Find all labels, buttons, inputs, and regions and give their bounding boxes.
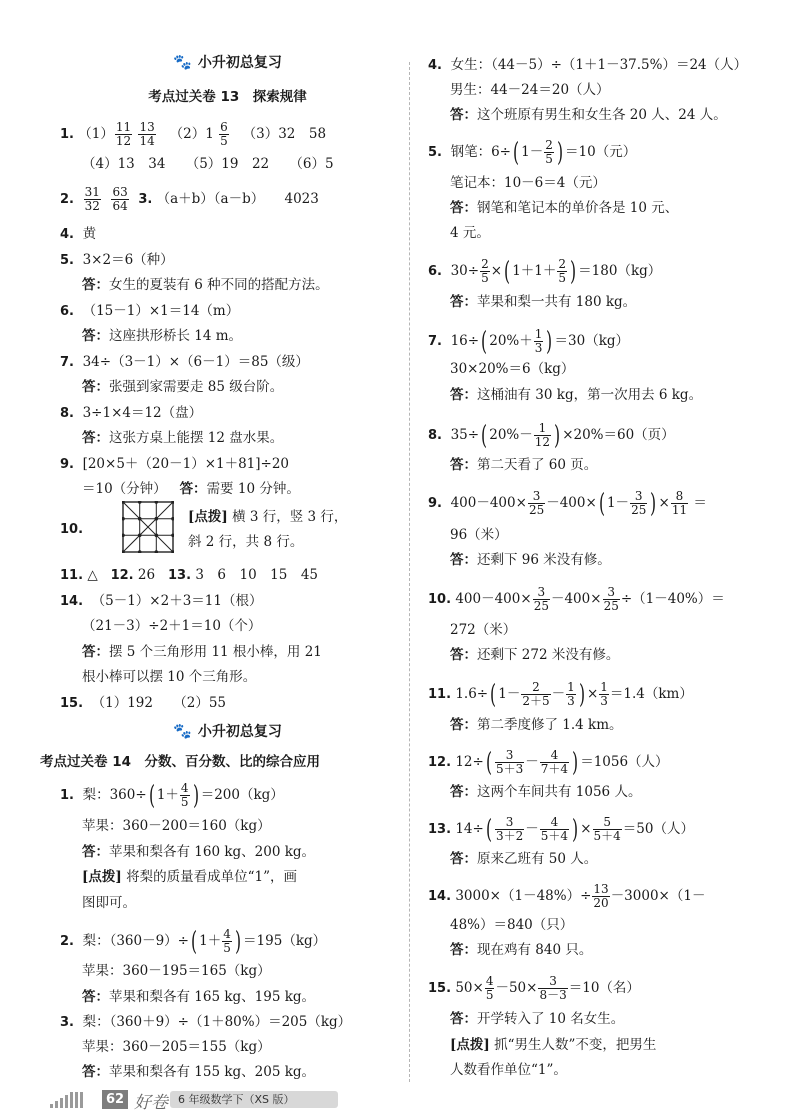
item-r13-answer: 答：原来乙班有 50 人。 [450,851,598,867]
item2-1: 1. 梨：360÷( 1＋ $\frac{4}{5}$ ) ＝200（kg） [60,780,284,811]
item-14-answer: 答：摆 5 个三角形用 11 根小棒，用 21 [82,644,322,660]
item-r14: 14. 3000×（1－48%）÷ $\frac{13}{20}$ －3000×（1－ [428,882,706,910]
item2-2b: 苹果：360－195＝165（kg） [82,963,271,979]
item-r4b: 男生：44－24＝20（人） [450,82,610,98]
item-2-3: 2. $\frac{31}{32}$ $\frac{63}{64}$ 3. （a＋b）（a－b） 4023 [60,185,319,213]
section-header-2: 🐾 小升初总复习 [173,722,282,740]
item-r11-answer: 答：第二季度修了 1.4 km。 [450,717,623,733]
item-r13: 13. 14÷( $\frac{3}{3+2}$ － $\frac{4}{5+4}$ ) × $\frac{5}{5+4}$ ＝50（人） [428,814,694,845]
item-r4: 4. 女生：（44－5）÷（1＋1－37.5%）＝24（人） [428,57,748,73]
item-r12-answer: 答：这两个车间共有 1056 人。 [450,784,642,800]
item-7: 7. 34÷（3－1）×（6－1）＝85（级） [60,354,309,370]
item-r10-answer: 答：还剩下 272 米没有修。 [450,647,620,663]
item-11-13: 11. △ 12. 26 13. 3 6 10 15 45 [60,567,319,583]
line-grid-figure [122,501,174,553]
item2-3: 3. 梨：（360＋9）÷（1＋80%）＝205（kg） [60,1014,352,1030]
item-4: 4. 黄 [60,226,97,242]
section-header-1: 🐾 小升初总复习 [173,53,282,71]
item2-1-hint: [点拨] 将梨的质量看成单位“1”，画 [82,869,297,885]
item-r6: 6. 30÷ $\frac{2}{5}$ ×( 1＋1＋ $\frac{2}{5}$ ) ＝180（kg） [428,256,662,287]
item-r7-answer: 答：这桶油有 30 kg，第一次用去 6 kg。 [450,387,703,403]
item-r7: 7. 16÷( 20%＋ $\frac{1}{3}$ ) ＝30（kg） [428,326,630,357]
item-14b: （21－3）÷2＋1＝10（个） [82,618,262,634]
item-8-answer: 答：这张方桌上能摆 12 盘水果。 [82,430,284,446]
item-9b: ＝10（分钟） 答：需要 10 分钟。 [82,481,300,497]
item-14: 14. （5－1）×2＋3＝11（根） [60,593,263,609]
item-9: 9. [20×5＋（20－1）×1＋81]÷20 [60,456,290,472]
item-r4-answer: 答：这个班原有男生和女生各 20 人、24 人。 [450,107,727,123]
item-10-hint: [点拨] 横 3 行，竖 3 行， [188,509,348,525]
item2-3-answer: 答：苹果和梨各有 155 kg、205 kg。 [82,1064,316,1080]
brand-logo: 好卷 [134,1093,168,1113]
item-15: 15. （1）192 （2）55 [60,695,226,711]
item-1b: （4）13 34 （5）19 22 （6）5 [82,156,334,172]
paw-icon: 🐾 [173,53,192,71]
item-r15-answer: 答：开学转入了 10 名女生。 [450,1011,625,1027]
item2-2-answer: 答：苹果和梨各有 165 kg、195 kg。 [82,989,316,1005]
section-title-1: 考点过关卷 13 探索规律 [148,89,307,105]
item-r9: 9. 400－400× $\frac{3}{25}$ －400×( 1－ $\frac{3}{25}$ ) × $\frac{8}{11}$ ＝ [428,488,707,519]
item-r5c: 4 元。 [450,225,490,241]
column-divider [409,62,410,1082]
item-r10: 10. 400－400× $\frac{3}{25}$ －400× $\frac{3}{25}$ ÷（1－40%）＝ [428,585,725,613]
page-number: 62 [102,1090,128,1109]
item-r5: 5. 钢笔：6÷( 1－ $\frac{2}{5}$ ) ＝10（元） [428,137,637,168]
item-r5-answer: 答：钢笔和笔记本的单价各是 10 元、 [450,200,679,216]
item-r11: 11. 1.6÷( 1－ $\frac{2}{2+5}$ － $\frac{1}{3}$ ) × $\frac{1}{3}$ ＝1.4（km） [428,679,693,710]
item-r10b: 272（米） [450,622,517,638]
item-6-answer: 答：这座拱形桥长 14 m。 [82,328,243,344]
item-5: 5. 3×2＝6（种） [60,252,174,268]
item-r15d: 人数看作单位“1”。 [450,1062,567,1078]
item-r12: 12. 12÷( $\frac{3}{5+3}$ － $\frac{4}{7+4}$ ) ＝1056（人） [428,747,669,778]
page-footer [0,1088,800,1112]
item-1a: 1. （1） $\frac{11}{12}$ $\frac{13}{14}$ （2）1 $\frac{6}{5}$ （3）32 58 [60,120,327,148]
item-r7b: 30×20%＝6（kg） [450,361,575,377]
item-7-answer: 答：张强到家需要走 85 级台阶。 [82,379,284,395]
item-r8-answer: 答：第二天看了 60 页。 [450,457,598,473]
item-r15: 15. 50× $\frac{4}{5}$ －50× $\frac{3}{8-3}$ ＝10（名） [428,974,640,1002]
item-r5b: 笔记本：10－6＝4（元） [450,175,606,191]
decorative-bars [50,1092,83,1108]
book-title: 6 年级数学下（XS 版） [170,1091,338,1108]
item2-1b: 苹果：360－200＝160（kg） [82,818,271,834]
item-14c: 根小棒可以摆 10 个三角形。 [82,669,257,685]
item-8: 8. 3÷1×4＝12（盘） [60,405,203,421]
item2-3b: 苹果：360－205＝155（kg） [82,1039,271,1055]
item-r9-answer: 答：还剩下 96 米没有修。 [450,552,611,568]
item2-1d: 图即可。 [82,895,136,911]
item-r14b: 48%）＝840（只） [450,917,574,933]
item2-2: 2. 梨：（360－9）÷( 1＋ $\frac{4}{5}$ ) ＝195（kg） [60,926,327,957]
section-title-2: 考点过关卷 14 分数、百分数、比的综合应用 [40,754,320,770]
item-10-hint-2: 斜 2 行，共 8 行。 [188,534,304,550]
item-r6-answer: 答：苹果和梨一共有 180 kg。 [450,294,637,310]
item-r14-answer: 答：现在鸡有 840 只。 [450,942,593,958]
item-6: 6. （15－1）×1＝14（m） [60,303,240,319]
item-r8: 8. 35÷( 20%－ $\frac{1}{12}$ ) ×20%＝60（页） [428,420,675,451]
item-r9b: 96（米） [450,527,508,543]
item-10-number: 10. [60,522,84,537]
item2-1-answer: 答：苹果和梨各有 160 kg、200 kg。 [82,844,316,860]
item-r15-hint: [点拨] 抓“男生人数”不变，把男生 [450,1037,657,1053]
paw-icon: 🐾 [173,722,192,740]
item-5-answer: 答：女生的夏装有 6 种不同的搭配方法。 [82,277,329,293]
